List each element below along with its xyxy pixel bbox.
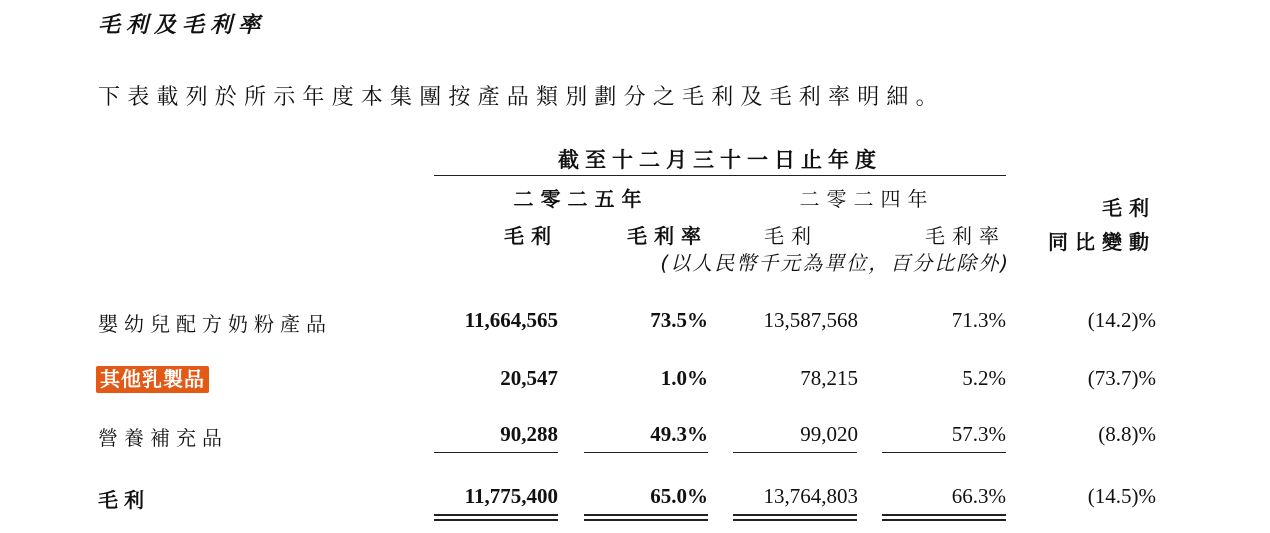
cell-gp-2024: 99,020 [800,422,858,446]
cell-margin-2025: 73.5% [650,308,708,332]
subtotal-rule [434,452,558,453]
cell-yoy: (14.2)% [1087,308,1156,332]
cell-yoy: (73.7)% [1087,366,1156,390]
yoy-header-line2: 同比變動 [1048,230,1156,254]
cell-gp-2025: 20,547 [500,366,558,390]
row-label-gross-profit: 毛利 [98,488,150,512]
gp-2025-header: 毛利 [504,224,558,248]
year-2025-header: 二零二五年 [513,187,649,211]
period-header: 截至十二月三十一日止年度 [558,148,882,172]
cell-margin-2024: 66.3% [951,484,1006,508]
intro-paragraph: 下表載列於所示年度本集團按產品類別劃分之毛利及毛利率明細。 [98,85,945,110]
yoy-header-line1: 毛利 [1102,196,1156,220]
period-rule [434,175,1006,176]
cell-gp-2024: 13,764,803 [763,484,858,508]
cell-gp-2025: 11,664,565 [464,308,558,332]
cell-margin-2024: 57.3% [951,422,1006,446]
cell-gp-2024: 13,587,568 [763,308,858,332]
total-underline [882,519,1006,521]
subtotal-rule [882,452,1006,453]
total-underline [733,514,857,516]
cell-yoy: (14.5)% [1087,484,1156,508]
total-underline [882,514,1006,516]
subtotal-rule [584,452,708,453]
unit-note: (以人民幣千元為單位，百分比除外) [660,251,1010,275]
total-underline [584,519,708,521]
cell-yoy: (8.8)% [1098,422,1156,446]
section-title: 毛利及毛利率 [98,13,267,38]
total-underline [584,514,708,516]
cell-margin-2024: 71.3% [951,308,1006,332]
total-underline [733,519,857,521]
row-label-infant-formula: 嬰幼兒配方奶粉產品 [98,312,332,336]
cell-gp-2024: 78,215 [800,366,858,390]
cell-margin-2025: 49.3% [650,422,708,446]
cell-margin-2025: 1.0% [660,366,708,390]
margin-2024-header: 毛利率 [925,224,1006,248]
gp-2024-header: 毛利 [764,224,818,248]
total-underline [434,514,558,516]
subtotal-rule [733,452,857,453]
total-underline [434,519,558,521]
cell-gp-2025: 11,775,400 [464,484,558,508]
row-label-nutrition-supplements: 營養補充品 [98,426,228,450]
row-label-other-dairy [98,363,209,392]
cell-margin-2025: 65.0% [650,484,708,508]
margin-2025-header: 毛利率 [627,224,708,248]
year-2024-header: 二零二四年 [799,187,935,211]
cell-margin-2024: 5.2% [962,366,1006,390]
cell-gp-2025: 90,288 [500,422,558,446]
highlighted-label: 其他乳製品 [96,366,209,393]
